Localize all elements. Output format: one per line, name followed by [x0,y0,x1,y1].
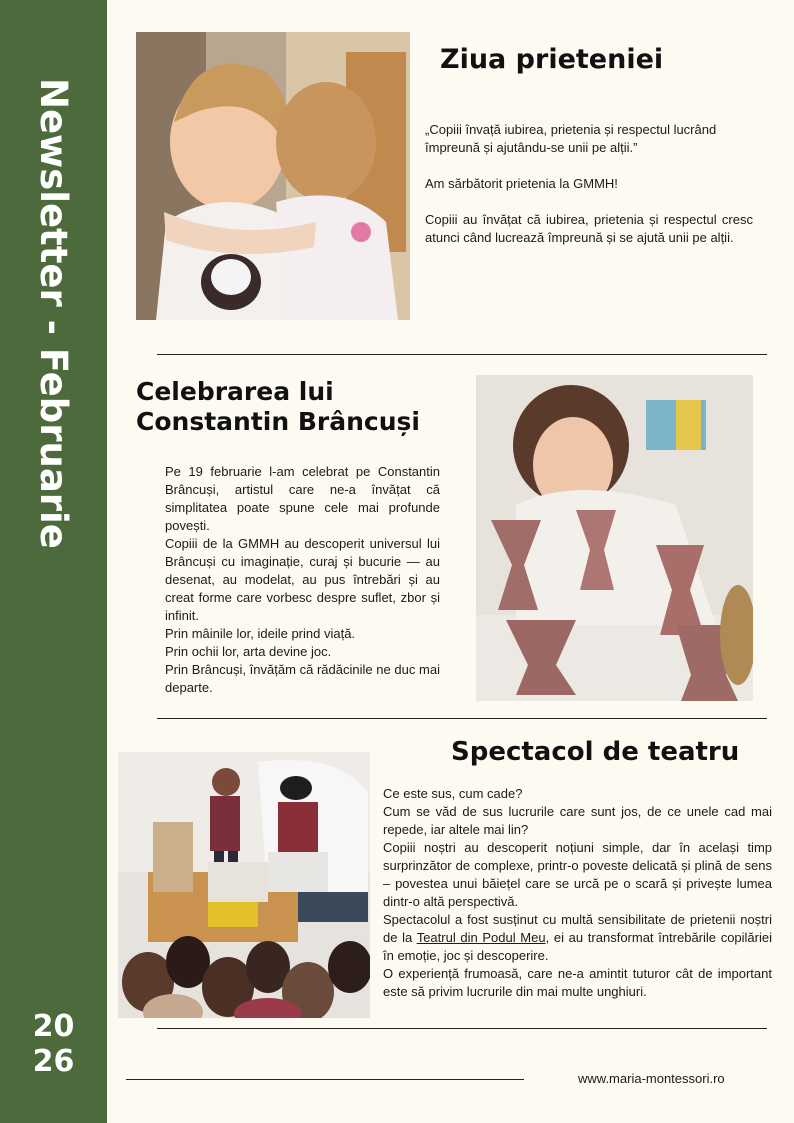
theater-photo [118,752,370,1018]
divider-3 [157,1028,767,1029]
divider-2 [157,718,767,719]
brancusi-title-line-2: Constantin Brâncuși [136,407,420,436]
footer-line [126,1079,524,1080]
section-theater-text [383,785,772,1001]
brancusi-paragraph-4: Prin ochii lor, arta devine joc. [165,644,332,659]
brancusi-paragraph-3: Prin mâinile lor, ideile prind viață. [165,626,356,641]
theater-paragraph-2: Cum se văd de sus lucrurile care sunt jos, de ce unele cad mai repede, iar altele mai lin? [383,804,772,837]
year-bottom: 26 [32,1044,75,1079]
newsletter-title: Newsletter - Februarie [32,78,75,549]
footer-website-link[interactable]: www.maria-montessori.ro [578,1071,725,1086]
theater-paragraph-4-end: , ei au transformat întrebările copilăriei în emoție, joc și descoperire. [383,930,772,963]
friendship-photo [136,32,410,320]
theater-paragraph-4 [383,911,772,965]
section-friendship-title: Ziua prieteniei [440,44,664,75]
section-friendship-text [425,121,753,247]
friendship-paragraph-1: Am sărbătorit prietenia la GMMH! [425,176,618,191]
brancusi-paragraph-1: Pe 19 februarie l-am celebrat pe Constantin Brâncuși, artistul care ne-a învățat că simplitatea poate spune cele mai profunde povești. [165,464,440,533]
friendship-quote: „Copiii învață iubirea, prietenia și respectul lucrând împreună și ajutându-se unii pe alții.” [425,122,717,155]
brancusi-paragraph-2: Copiii de la GMMH au descoperit universul lui Brâncuși cu imaginație, curaj și bucurie — au desenat, au modelat, au pus întrebări și au creat forme care vorbesc despre suflet, zbor și infinit. [165,536,440,623]
section-brancusi-text [165,463,440,697]
divider-1 [157,354,767,355]
sidebar [0,0,107,1123]
section-brancusi-title [136,377,420,437]
friendship-paragraph-2: Copiii au învățat că iubirea, prietenia și respectul cresc atunci când lucrează împreună și se ajută unii pe alții. [425,212,753,245]
theater-paragraph-5: O experiență frumoasă, care ne-a amintit tuturor cât de important este să privim lucrurile din mai multe unghiuri. [383,966,772,999]
theater-paragraph-3: Copiii noștri au descoperit noțiuni simple, dar în același timp surprinzător de complexe, printr-o poveste delicată și plină de sens – povestea unui băiețel care se urcă pe o scară și privește lumea dintr-o altă perspectivă. [383,840,772,909]
section-theater-title: Spectacol de teatru [451,737,740,767]
theater-paragraph-1: Ce este sus, cum cade? [383,786,523,801]
theater-paragraph-4-start: Spectacolul a fost susținut cu multă sensibilitate de prietenii noștri de la [383,912,772,945]
year-top: 20 [32,1009,75,1044]
brancusi-photo [476,375,753,701]
brancusi-title-line-1: Celebrarea lui [136,377,334,406]
theater-link[interactable]: Teatrul din Podul Meu [416,930,546,945]
brancusi-paragraph-5: Prin Brâncuși, învățăm că rădăcinile ne duc mai departe. [165,662,440,695]
